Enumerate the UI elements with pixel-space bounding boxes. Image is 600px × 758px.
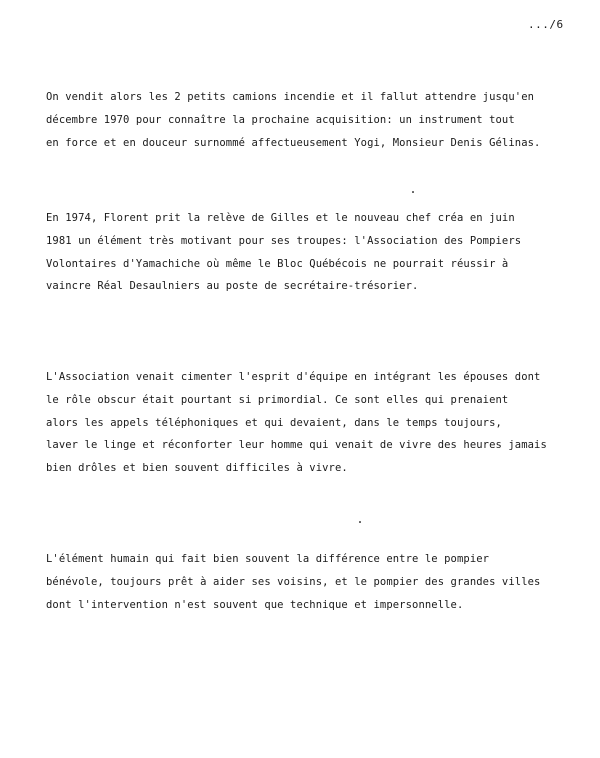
text-line: laver le linge et réconforter leur homme qui venait de vivre des heures jamais (46, 439, 547, 452)
text-line: En 1974, Florent prit la relève de Gilles et le nouveau chef créa en juin (46, 212, 515, 224)
text-line: Volontaires d'Yamachiche où même le Bloc Québécois ne pourrait réussir à (46, 257, 509, 270)
text-line: On vendit alors les 2 petits camions incendie et il fallut attendre jusqu'en (46, 91, 535, 103)
scan-speck (412, 191, 414, 193)
paragraph-association-founding (46, 207, 586, 298)
scan-speck (359, 521, 361, 523)
text-line: en force et en douceur surnommé affectueusement Yogi, Monsieur Denis Gélinas. (46, 136, 541, 149)
text-line: le rôle obscur était pourtant si primordial. Ce sont elles qui prenaient (46, 393, 509, 406)
paragraph-team-spirit (46, 366, 586, 480)
text-line: bénévole, toujours prêt à aider ses voisins, et le pompier des grandes villes (46, 575, 541, 588)
text-line: décembre 1970 pour connaître la prochaine acquisition: un instrument tout (46, 113, 515, 126)
text-line: dont l'intervention n'est souvent que technique et impersonnelle. (46, 598, 464, 611)
text-line: 1981 un élément très motivant pour ses troupes: l'Association des Pompiers (46, 234, 522, 247)
paragraph-human-element (46, 548, 586, 616)
text-line: vaincre Réal Desaulniers au poste de secrétaire-trésorier. (46, 280, 419, 293)
page-number: .../6 (528, 18, 564, 31)
text-line: bien drôles et bien souvent difficiles à vivre. (46, 462, 348, 475)
paragraph-new-acquisition (46, 86, 586, 154)
text-line: L'Association venait cimenter l'esprit d'équipe en intégrant les épouses dont (46, 371, 541, 383)
text-line: L'élément humain qui fait bien souvent la différence entre le pompier (46, 553, 490, 565)
text-line: alors les appels téléphoniques et qui devaient, dans le temps toujours, (46, 416, 502, 429)
